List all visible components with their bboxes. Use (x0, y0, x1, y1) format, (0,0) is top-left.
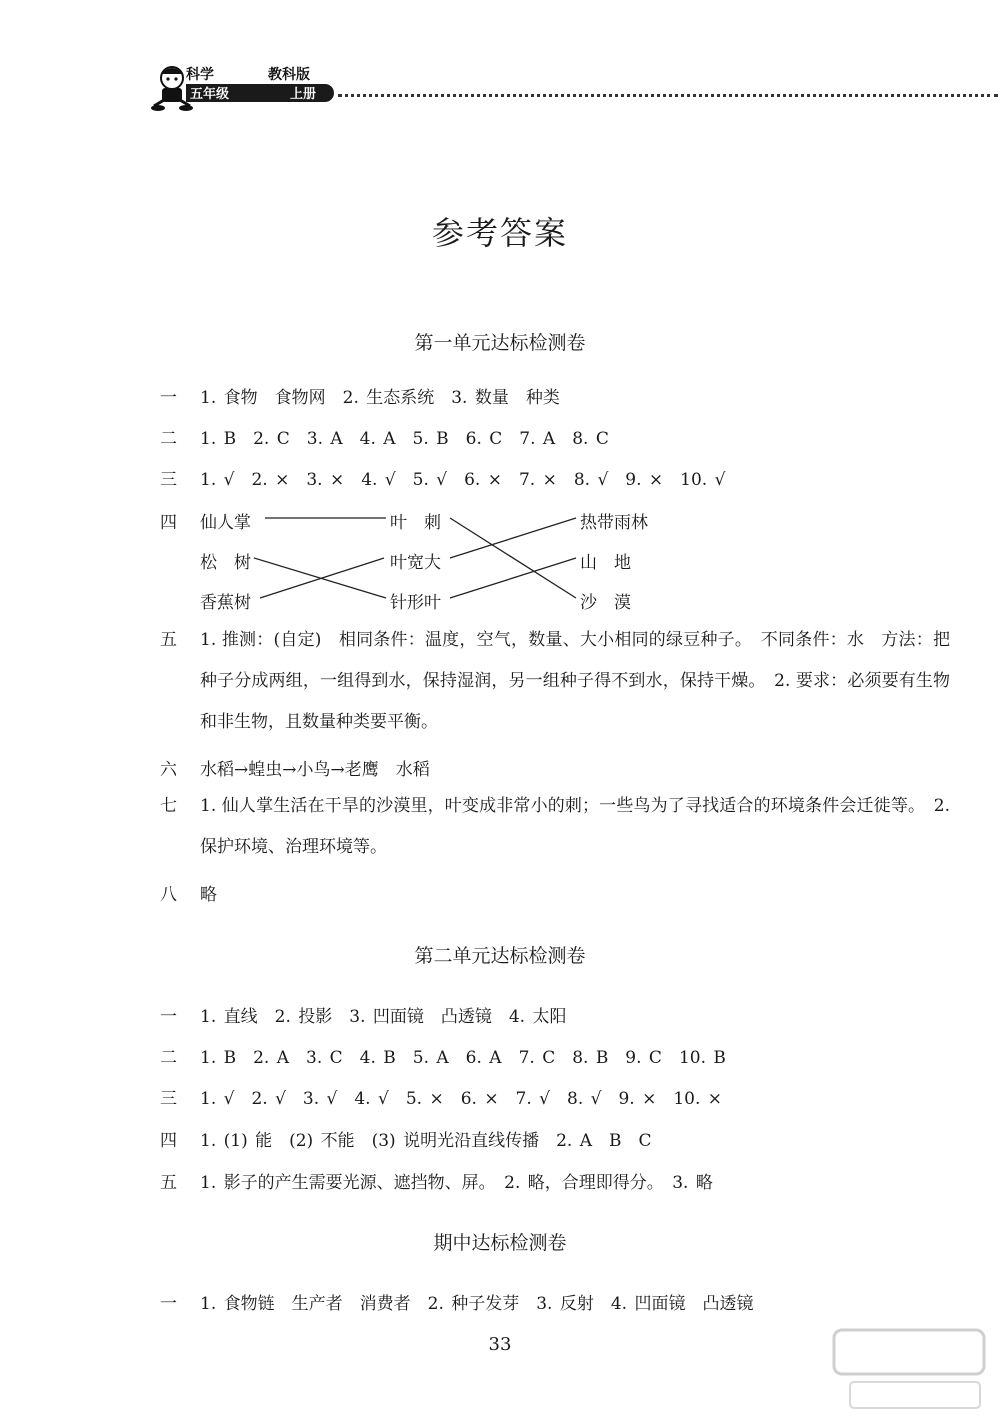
question-number: 五 (160, 630, 177, 650)
habitat-label: 沙 漠 (580, 593, 631, 613)
page-number: 33 (488, 1334, 512, 1355)
section-title: 期中达标检测卷 (433, 1232, 567, 1254)
feature-label: 叶宽大 (390, 553, 441, 573)
answer-text: 1. 直线 2. 投影 3. 凹面镜 凸透镜 4. 太阳 (200, 1007, 567, 1027)
habitat-label: 热带雨林 (580, 513, 648, 533)
question-number: 三 (160, 470, 177, 490)
question-number: 七 (160, 796, 177, 816)
feature-label: 针形叶 (390, 593, 441, 613)
header-dotted-rule (338, 94, 998, 97)
page-header (148, 60, 1000, 120)
answer-text: 1. 食物 食物网 2. 生态系统 3. 数量 种类 (200, 388, 560, 408)
header-edition: 教科版 (268, 67, 310, 83)
question-number: 一 (160, 1294, 177, 1314)
answer-text: 1. √ 2. √ 3. √ 4. √ 5. × 6. × 7. √ 8. √ 9. × 10. × (200, 1089, 723, 1109)
habitat-label: 山 地 (580, 553, 631, 573)
question-number: 六 (160, 760, 177, 780)
answer-row (160, 620, 950, 743)
question-number: 四 (160, 513, 177, 533)
answer-row (160, 786, 950, 868)
section-title: 第二单元达标检测卷 (414, 945, 586, 967)
matching-diagram (160, 500, 680, 630)
header-grade: 五年级 (190, 87, 230, 102)
answer-text: 1. 食物链 生产者 消费者 2. 种子发芽 3. 反射 4. 凹面镜 凸透镜 (200, 1294, 754, 1314)
watermark-stamp-icon (830, 1326, 990, 1416)
question-number: 五 (160, 1173, 177, 1193)
plant-label: 松 树 (200, 553, 251, 573)
header-subject: 科学 (186, 67, 214, 83)
question-number: 二 (160, 1048, 177, 1068)
plant-label: 香蕉树 (200, 593, 251, 613)
answer-text: 1. B 2. C 3. A 4. A 5. B 6. C 7. A 8. C (200, 429, 609, 449)
answer-text: 1. 推测：(自定) 相同条件：温度，空气，数量、大小相同的绿豆种子。 不同条件：水 方法：把种子分成两组，一组得到水，保持湿润，另一组种子得不到水，保持干燥。 2. 要求：必须要有生物和非生物，且数量种类要平衡。 (200, 630, 950, 732)
answer-text: 1. B 2. A 3. C 4. B 5. A 6. A 7. C 8. B 9. C 10. B (200, 1048, 726, 1068)
header-volume: 上册 (290, 87, 317, 102)
answer-text: 略 (200, 885, 217, 905)
answer-text: 1. 影子的产生需要光源、遮挡物、屏。 2. 略，合理即得分。 3. 略 (200, 1173, 713, 1193)
answer-text: 1. 仙人掌生活在干旱的沙漠里，叶变成非常小的刺；一些鸟为了寻找适合的环境条件会迁徙等。 2. 保护环境、治理环境等。 (200, 796, 950, 857)
answer-text: 1. √ 2. × 3. × 4. √ 5. √ 6. × 7. × 8. √ 9. × 10. √ (200, 470, 726, 490)
feature-label: 叶 刺 (390, 513, 441, 533)
question-number: 一 (160, 1007, 177, 1027)
answer-text: 1. (1) 能 (2) 不能 (3) 说明光沿直线传播 2. A B C (200, 1131, 652, 1151)
question-number: 二 (160, 429, 177, 449)
question-number: 四 (160, 1131, 177, 1151)
question-number: 八 (160, 885, 177, 905)
answer-text: 水稻→蝗虫→小鸟→老鹰 水稻 (200, 760, 430, 780)
page-title: 参考答案 (431, 214, 568, 252)
question-number: 三 (160, 1089, 177, 1109)
plant-label: 仙人掌 (200, 513, 251, 533)
question-number: 一 (160, 388, 177, 408)
section-title: 第一单元达标检测卷 (414, 332, 586, 354)
